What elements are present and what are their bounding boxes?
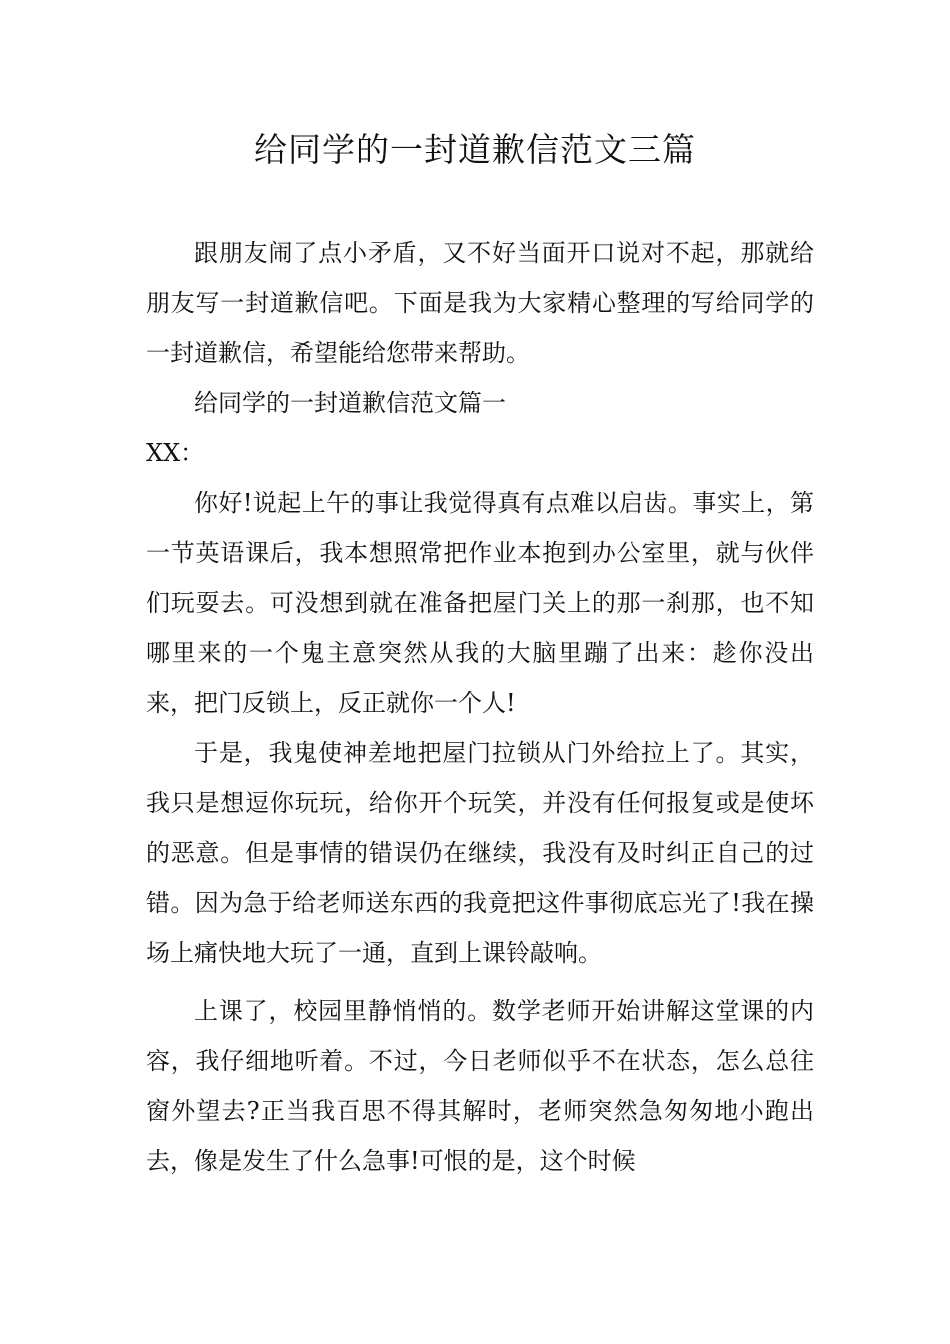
section-heading: 给同学的一封道歉信范文篇一: [194, 389, 506, 417]
document-title: 给同学的一封道歉信范文三篇: [254, 130, 696, 169]
body-paragraph: 上课了，校园里静悄悄的。数学老师开始讲解这堂课的内容，我仔细地听着。不过，今日老师似乎不在状态，怎么总往窗外望去?正当我百思不得其解时，老师突然急匆匆地小跑出去，像是发生了什么急事!可恨的是，这个时候: [146, 997, 814, 1175]
body-paragraph: 你好!说起上午的事让我觉得真有点难以启齿。事实上，第一节英语课后，我本想照常把作业本抱到办公室里，就与伙伴们玩耍去。可没想到就在准备把屋门关上的那一刹那，也不知哪里来的一个鬼主意突然从我的大脑里蹦了出来：趁你没出来，把门反锁上，反正就你一个人!: [146, 489, 814, 717]
salutation: XX：: [146, 439, 205, 467]
document-body: [146, 228, 814, 1186]
body-paragraph: 于是，我鬼使神差地把屋门拉锁从门外给拉上了。其实，我只是想逗你玩玩，给你开个玩笑，并没有任何报复或是使坏的恶意。但是事情的错误仍在继续，我没有及时纠正自己的过错。因为急于给老师送东西的我竟把这件事彻底忘光了!我在操场上痛快地大玩了一通，直到上课铃敲响。: [146, 739, 814, 967]
intro-paragraph: 跟朋友闹了点小矛盾，又不好当面开口说对不起，那就给朋友写一封道歉信吧。下面是我为大家精心整理的写给同学的一封道歉信，希望能给您带来帮助。: [146, 239, 814, 367]
